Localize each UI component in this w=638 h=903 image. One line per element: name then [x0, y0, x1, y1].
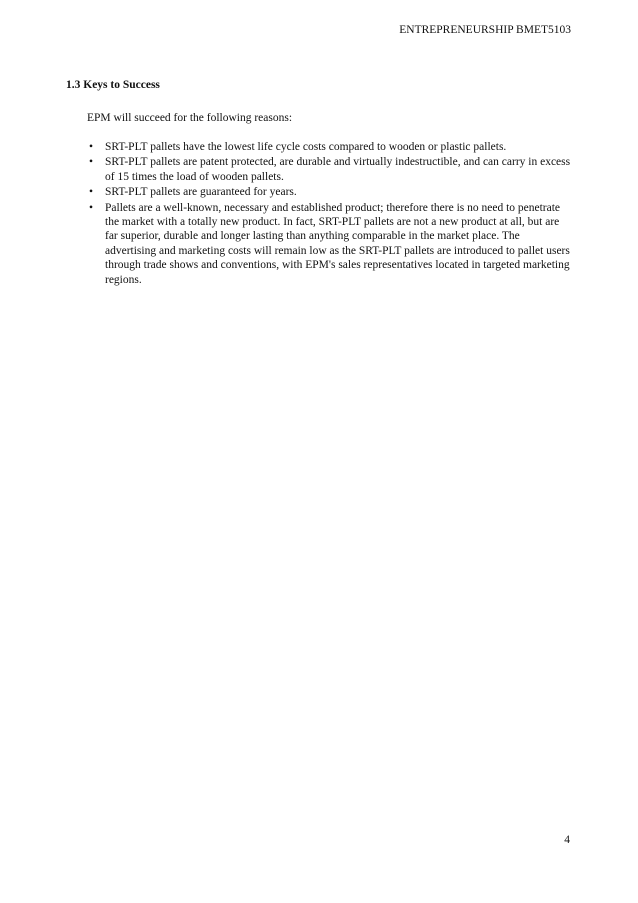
list-item-text: Pallets are a well-known, necessary and established product; therefore there is no need to penetrate the market with a totally new product. In fact, SRT-PLT pallets are not a new product at all, but are far superior, durable and longer lasting than anything comparable in the market place. The advertising and marketing costs will remain low as the SRT-PLT pallets are introduced to pallet users through trade shows and conventions, with EPM's sales representatives located in targeted marketing regions. — [105, 201, 570, 286]
list-item — [87, 155, 571, 184]
list-item — [87, 185, 571, 199]
running-header: ENTREPRENEURSHIP BMET5103 — [399, 24, 571, 36]
intro-paragraph: EPM will succeed for the following reasons: — [87, 112, 293, 124]
bullet-icon: • — [89, 141, 94, 153]
bullet-icon: • — [89, 201, 94, 214]
section-heading: 1.3 Keys to Success — [66, 79, 160, 91]
reasons-list — [87, 140, 571, 288]
bullet-icon: • — [89, 186, 94, 199]
list-item — [87, 140, 571, 154]
list-item-text: SRT-PLT pallets have the lowest life cycle costs compared to wooden or plastic pallets. — [105, 141, 507, 153]
bullet-icon: • — [89, 156, 94, 169]
list-item-text: SRT-PLT pallets are guaranteed for years. — [105, 186, 297, 199]
list-item — [87, 201, 571, 287]
page-number: 4 — [564, 834, 570, 846]
list-item-text: SRT-PLT pallets are patent protected, are durable and virtually indestructible, and can carry in excess of 15 times the load of wooden pallets. — [105, 156, 571, 183]
